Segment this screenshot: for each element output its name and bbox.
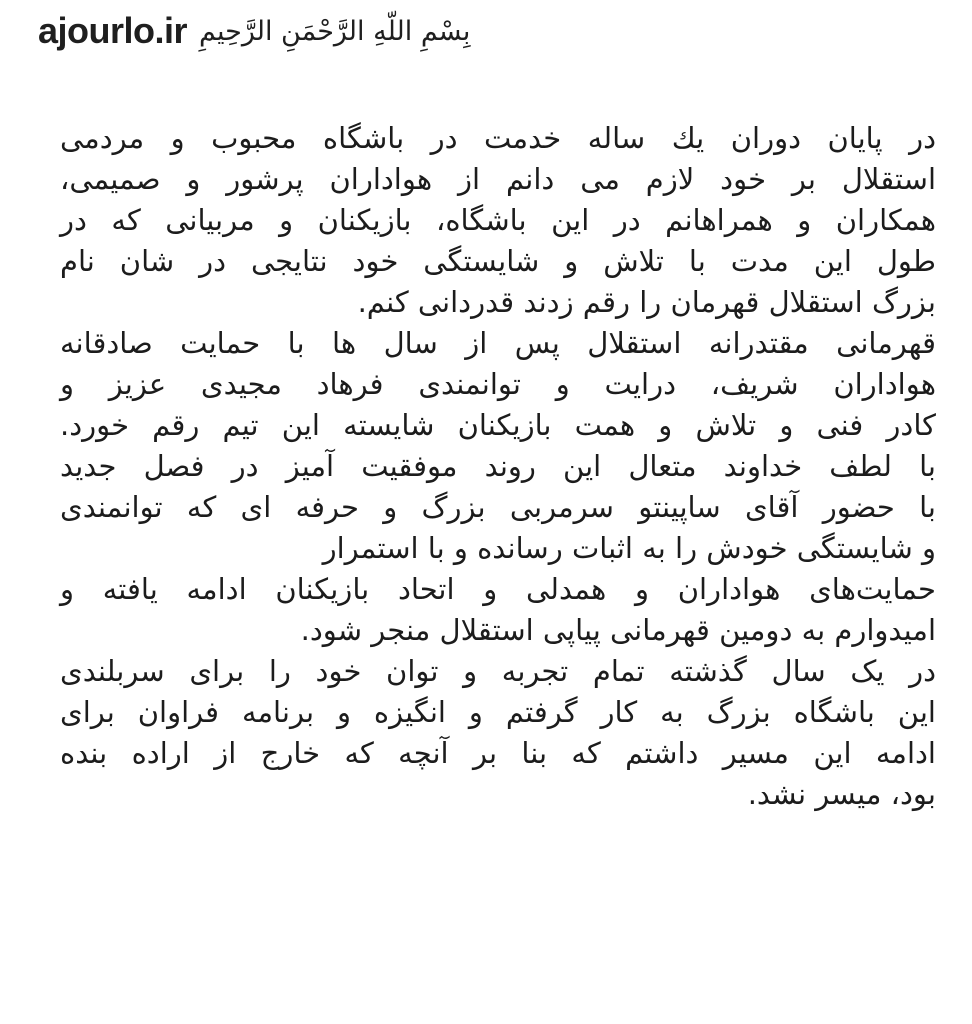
text-line: در پایان دوران یك ساله خدمت در باشگاه محبوب و مردمی [60, 121, 936, 155]
text-line: امیدوارم به دومین قهرمانی پیاپی استقلال منجر شود. [300, 613, 936, 647]
text-line: بزرگ استقلال قهرمان را رقم زدند قدردانی کنم. [357, 285, 936, 319]
text-line: بود، میسر نشد. [747, 777, 936, 811]
text-line: این باشگاه بزرگ به کار گرفتم و انگیزه و برنامه فراوان برای [60, 695, 936, 729]
site-watermark: ajourlo.ir [38, 10, 188, 51]
text-line: در یک سال گذشته تمام تجربه و توان خود را برای سربلندی [60, 654, 936, 688]
text-line: طول این مدت با تلاش و شایستگی خود نتایجی در شان نام [60, 244, 936, 278]
paragraph-4 [60, 651, 936, 815]
text-line: حمایت‌های هواداران و همدلی و اتحاد بازیکنان ادامه یافته و [60, 572, 936, 606]
page-header [38, 6, 470, 56]
text-line: کادر فنی و تلاش و همت بازیکنان شایسته این تیم رقم خورد. [60, 408, 936, 442]
text-line: و شایستگی خودش را به اثبات رسانده و با استمرار [322, 531, 936, 565]
text-line: همکاران و همراهانم در این باشگاه، بازیکنان و مربیانی که در [60, 203, 936, 237]
text-line: قهرمانی مقتدرانه استقلال پس از سال ها با حمایت صادقانه [60, 326, 936, 360]
text-line: با حضور آقای ساپینتو سرمربی بزرگ و حرفه ای که توانمندی [60, 490, 936, 524]
text-line: با لطف خداوند متعال این روند موفقیت آمیز در فصل جدید [60, 449, 936, 483]
bismillah-heading: بِسْمِ اللّهِ الرَّحْمَنِ الرَّحِیمِ [199, 15, 471, 47]
text-line: ادامه این مسیر داشتم که بنا بر آنچه که خارج از اراده بنده [60, 736, 936, 770]
text-line: استقلال بر خود لازم می دانم از هواداران پرشور و صمیمی، [60, 162, 936, 196]
paragraph-2 [60, 323, 936, 446]
letter-body [60, 118, 936, 815]
paragraph-1 [60, 118, 936, 323]
text-line: هواداران شریف، درایت و توانمندی فرهاد مجیدی عزیز و [60, 367, 936, 401]
paragraph-3 [60, 446, 936, 651]
